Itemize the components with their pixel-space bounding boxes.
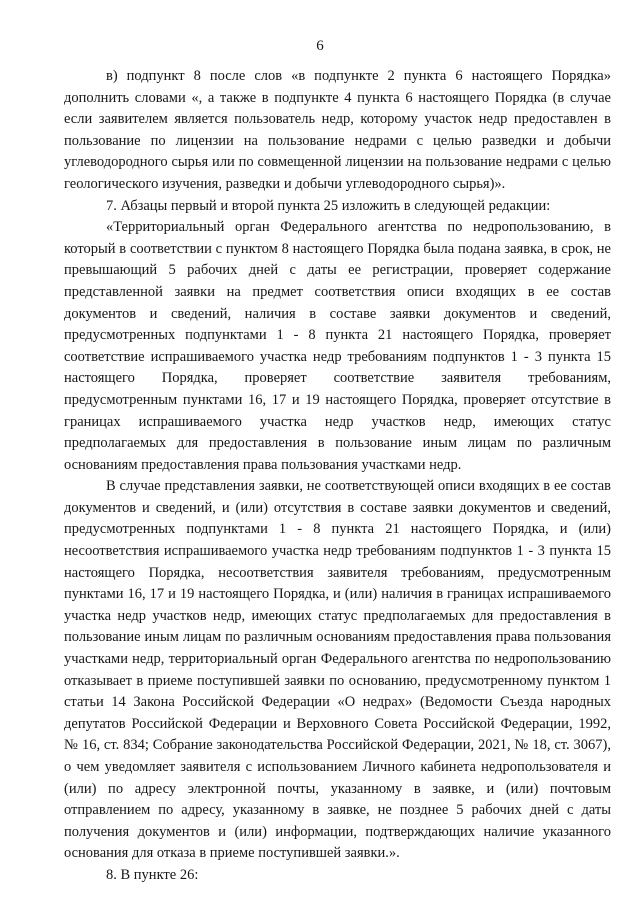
- page-number: 6: [316, 38, 324, 54]
- paragraph-subitem-v: в) подпункт 8 после слов «в подпункте 2 пункта 6 настоящего Порядка» дополнить словами «, а также в подпункте 4 пункта 6 настоящего Порядка (в случае если заявителем является пользователь недр, которому участок недр предоставлен в пользование по лицензии на пользование недрами с целью разведки и добычи углеводородного сырья или по совмещенной лицензии на пользование недрами с целью геологического изучения, разведки и добычи углеводородного сырья)».: [64, 68, 611, 192]
- document-body: [64, 66, 611, 887]
- paragraph-quoted-second: В случае представления заявки, не соответствующей описи входящих в ее состав документов и сведений, и (или) отсутствия в составе заявки документов и сведений, предусмотренных подпунктами 1 - 8 пункта 21 настоящего Порядка, и (или) несоответствия испрашиваемого участка недр требованиям подпунктов 1 - 3 пункта 15 настоящего Порядка, несоответствия заявителя требованиям, предусмотренным пунктами 16, 17 и 19 настоящего Порядка, и (или) наличия в границах испрашиваемого участка недр участков недр, имеющих статус предполагаемых для предоставления в пользование иным лицам по различным основаниям предоставления права пользования участками недр, территориальный орган Федерального агентства по недропользованию отказывает в приеме поступившей заявки по основанию, предусмотренному пунктом 1 статьи 14 Закона Российской Федерации «О недрах» (Ведомости Съезда народных депутатов Российской Федерации и Верховного Совета Российской Федерации, 1992, № 16, ст. 834; Собрание законодательства Российской Федерации, 2021, № 18, ст. 3067), о чем уведомляет заявителя с использованием Личного кабинета недропользователя и (или) по адресу электронной почты, указанному в заявке, и (или) почтовым отправлением по адресу, указанному в заявке, не позднее 5 рабочих дней с даты получения документов и (или) информации, подтверждающих наличие указанного основания для отказа в приеме поступившей заявки.».: [64, 478, 611, 862]
- paragraph-quoted-first: «Территориальный орган Федерального агентства по недропользованию, в который в соответствии с пунктом 8 настоящего Порядка была подана заявка, в срок, не превышающий 5 рабочих дней с даты ее регистрации, проверяет содержание представленной заявки на предмет соответствия описи входящих в ее состав документов и сведений, наличия в составе заявки документов и сведений, предусмотренных подпунктами 1 - 8 пункта 21 настоящего Порядка, проверяет соответствие испрашиваемого участка недр требованиям подпунктов 1 - 3 пункта 15 настоящего Порядка, проверяет соответствие заявителя требованиям, предусмотренным пунктами 16, 17 и 19 настоящего Порядка, проверяет отсутствие в границах испрашиваемого участка недр участков недр, имеющих статус предполагаемых для предоставления в пользование иным лицам по различным основаниям предоставления права пользования участками недр.: [64, 219, 611, 473]
- paragraph-item-8: 8. В пункте 26:: [106, 866, 199, 883]
- paragraph-item-7: 7. Абзацы первый и второй пункта 25 изложить в следующей редакции:: [106, 197, 551, 214]
